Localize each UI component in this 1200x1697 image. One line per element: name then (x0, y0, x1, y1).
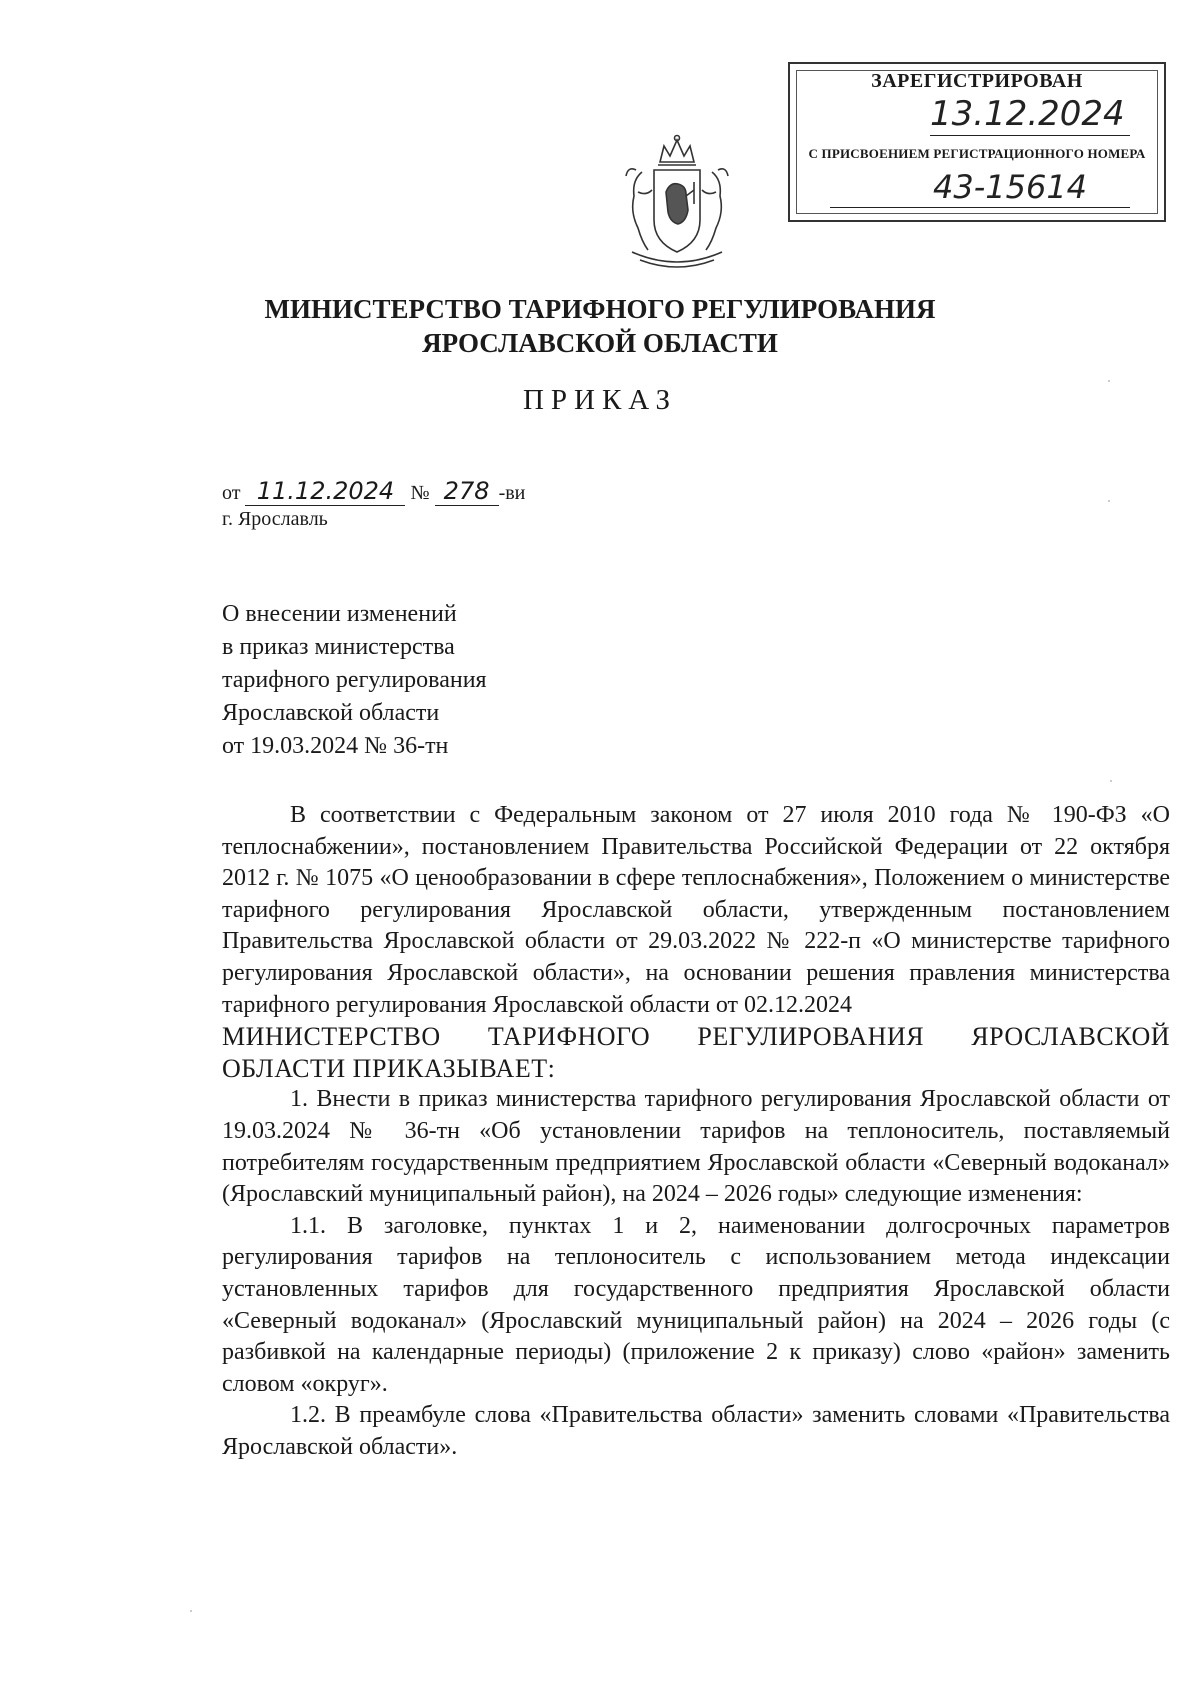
stamp-registration-date: 13.12.2024 (930, 94, 1125, 134)
stamp-registration-number: 43-15614 (932, 168, 1088, 206)
scan-artifact (1108, 380, 1110, 382)
subject-line: от 19.03.2024 № 36-тн (222, 733, 449, 759)
order-date-line (222, 477, 525, 506)
order-number-suffix: -ви (498, 482, 526, 504)
scan-artifact (190, 1610, 192, 1612)
decree-statement: МИНИСТЕРСТВО ТАРИФНОГО РЕГУЛИРОВАНИЯ ЯРОСЛАВСКОЙ ОБЛАСТИ ПРИКАЗЫВАЕТ: (222, 1022, 1170, 1083)
coat-of-arms-icon (612, 132, 742, 272)
stamp-title: ЗАРЕГИСТРИРОВАН (871, 70, 1083, 92)
order-number-sign: № (410, 482, 430, 504)
item-1-paragraph: 1. Внести в приказ министерства тарифного регулирования Ярославской области от 19.03.2024 № 36-тн «Об установлении тарифов на теплоноситель, поставляемый потребителям государственным предприятием Ярославской области «Северный водоканал» (Ярославский муниципальный район), на 2024 – 2026 годы» следующие изменения: (222, 1086, 1170, 1208)
order-date-prefix: от (222, 482, 241, 504)
order-subject (222, 598, 487, 763)
order-body (222, 800, 1170, 1463)
subject-line: в приказ министерства (222, 634, 455, 660)
stamp-date-underline (930, 135, 1130, 136)
subject-line: О внесении изменений (222, 601, 457, 627)
stamp-number-underline (830, 207, 1130, 208)
subject-line: Ярославской области (222, 700, 440, 726)
ministry-name-line1: МИНИСТЕРСТВО ТАРИФНОГО РЕГУЛИРОВАНИЯ (264, 294, 936, 324)
preamble-paragraph: В соответствии с Федеральным законом от 27 июля 2010 года № 190-ФЗ «О теплоснабжении», постановлением Правительства Российской Федерации от 22 октября 2012 г. № 1075 «О ценообразовании в сфере теплоснабжения», Положением о министерстве тарифного регулирования Ярославской области, утвержденным постановлением Правительства Ярославской области от 29.03.2022 № 222-п «О министерстве тарифного регулирования Ярославской области», на основании решения правления министерства тарифного регулирования Ярославской области от 02.12.2024 (222, 802, 1170, 1018)
order-city: г. Ярославль (222, 508, 328, 530)
item-1-1-paragraph: 1.1. В заголовке, пунктах 1 и 2, наименовании долгосрочных параметров регулирования тарифов на теплоноситель с использованием метода индексации установленных тарифов для государственного предприятия Ярославской области «Северный водоканал» (Ярославский муниципальный район) на 2024 – 2026 годы (с разбивкой на календарные периоды) (приложение 2 к приказу) слово «район» заменить словом «округ». (222, 1212, 1170, 1397)
ministry-name-line2: ЯРОСЛАВСКОЙ ОБЛАСТИ (422, 328, 778, 358)
item-1-2-paragraph: 1.2. В преамбуле слова «Правительства области» заменить словами «Правительства Ярославской области». (222, 1402, 1170, 1460)
document-type: ПРИКАЗ (522, 384, 678, 416)
subject-line: тарифного регулирования (222, 667, 487, 693)
stamp-subtitle: С ПРИСВОЕНИЕМ РЕГИСТРАЦИОННОГО НОМЕРА (808, 146, 1146, 161)
scan-artifact (1108, 500, 1110, 502)
registration-stamp (788, 62, 1166, 222)
order-number: 278 (435, 477, 499, 506)
order-date: 11.12.2024 (245, 477, 405, 506)
scan-artifact (1110, 780, 1112, 782)
